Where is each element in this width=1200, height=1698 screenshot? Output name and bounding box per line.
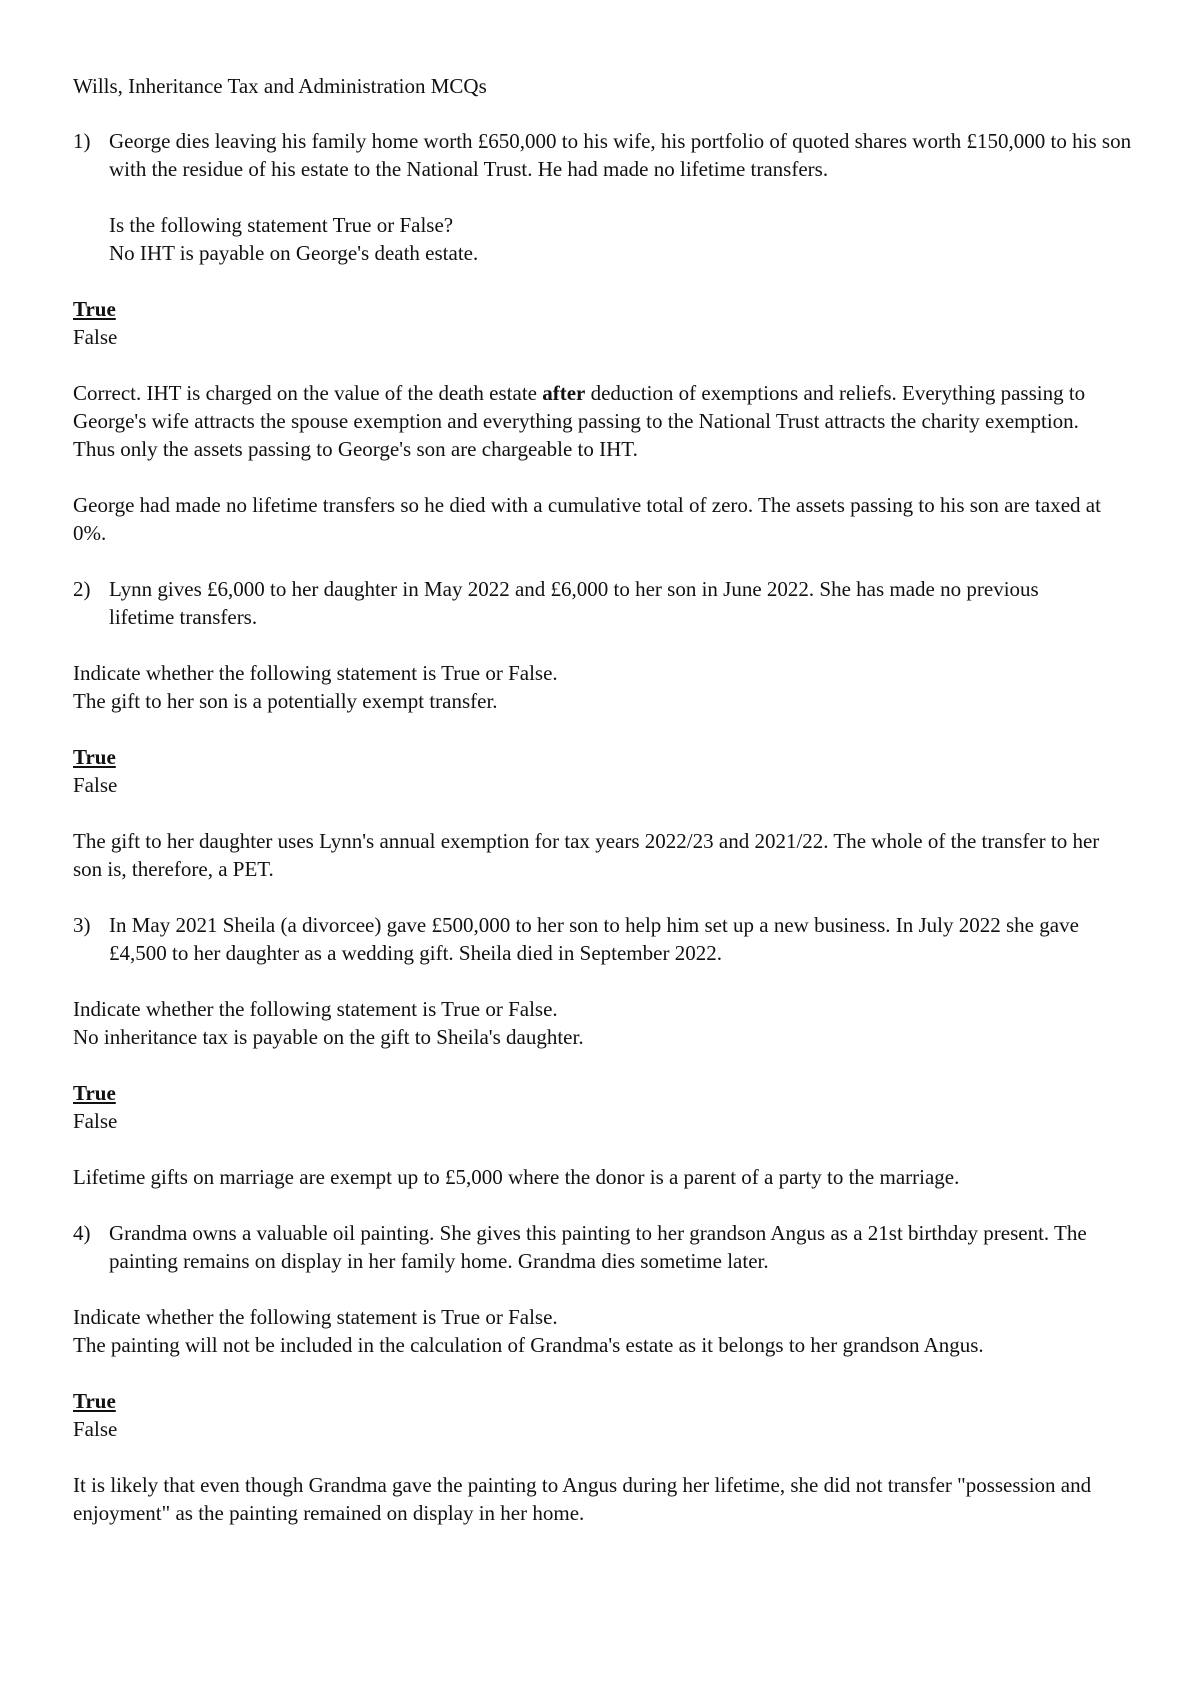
question-4 xyxy=(73,1219,1143,1275)
question-prompt: Indicate whether the following statement is True or False. xyxy=(73,1305,558,1329)
question-statement: The gift to her son is a potentially exempt transfer. xyxy=(73,689,498,713)
question-prompt: Is the following statement True or False? xyxy=(109,213,454,237)
question-statement: The painting will not be included in the calculation of Grandma's estate as it belongs to her grandson Angus. xyxy=(73,1333,984,1357)
question-text: Grandma owns a valuable oil painting. She gives this painting to her grandson Angus as a 21st birthday present. The painting remains on display in her family home. Grandma dies sometime later. xyxy=(109,1221,1087,1273)
question-text: Lynn gives £6,000 to her daughter in May 2022 and £6,000 to her son in June 2022. She has made no previous lifetime transfers. xyxy=(109,577,1039,629)
option-true[interactable]: True xyxy=(73,745,116,769)
option-true[interactable]: True xyxy=(73,1081,116,1105)
option-true[interactable]: True xyxy=(73,1389,116,1413)
question-number: 2) xyxy=(73,577,91,601)
document-page xyxy=(73,72,1143,1527)
explanation-text: deduction of exemptions and reliefs. Everything passing to George's wife attracts the spouse exemption and everything passing to the National Trust attracts the charity exemption. Thus only the assets passing to George's son are chargeable to IHT. xyxy=(73,381,1086,461)
answer-explanation: The gift to her daughter uses Lynn's annual exemption for tax years 2022/23 and 2021/22. The whole of the transfer to her son is, therefore, a PET. xyxy=(73,829,1100,881)
question-3 xyxy=(73,911,1143,967)
question-text: In May 2021 Sheila (a divorcee) gave £500,000 to her son to help him set up a new business. In July 2022 she gave £4,500 to her daughter as a wedding gift. Sheila died in September 2022. xyxy=(109,913,1079,965)
option-false[interactable]: False xyxy=(73,325,118,349)
question-number: 4) xyxy=(73,1221,91,1245)
question-2 xyxy=(73,575,1143,631)
question-text: George dies leaving his family home worth £650,000 to his wife, his portfolio of quoted shares worth £150,000 to his son with the residue of his estate to the National Trust. He had made no lifetime transfers. xyxy=(109,129,1132,181)
explanation-emphasis: after xyxy=(542,381,586,405)
answer-explanation: Lifetime gifts on marriage are exempt up to £5,000 where the donor is a parent of a party to the marriage. xyxy=(73,1165,960,1189)
question-1 xyxy=(73,127,1143,267)
question-statement: No inheritance tax is payable on the gift to Sheila's daughter. xyxy=(73,1025,584,1049)
question-prompt: Indicate whether the following statement is True or False. xyxy=(73,997,558,1021)
question-statement: No IHT is payable on George's death estate. xyxy=(109,241,479,265)
explanation-text: Correct. IHT is charged on the value of the death estate xyxy=(73,381,543,405)
question-number: 1) xyxy=(73,129,91,153)
option-false[interactable]: False xyxy=(73,773,118,797)
answer-explanation xyxy=(73,379,1123,463)
question-prompt: Indicate whether the following statement is True or False. xyxy=(73,661,558,685)
answer-explanation: It is likely that even though Grandma gave the painting to Angus during her lifetime, she did not transfer "possession and enjoyment" as the painting remained on display in her home. xyxy=(73,1473,1092,1525)
answer-explanation: George had made no lifetime transfers so he died with a cumulative total of zero. The assets passing to his son are taxed at 0%. xyxy=(73,493,1101,545)
document-title: Wills, Inheritance Tax and Administration MCQs xyxy=(73,74,487,98)
option-false[interactable]: False xyxy=(73,1109,118,1133)
question-number: 3) xyxy=(73,913,91,937)
option-true[interactable]: True xyxy=(73,297,116,321)
option-false[interactable]: False xyxy=(73,1417,118,1441)
